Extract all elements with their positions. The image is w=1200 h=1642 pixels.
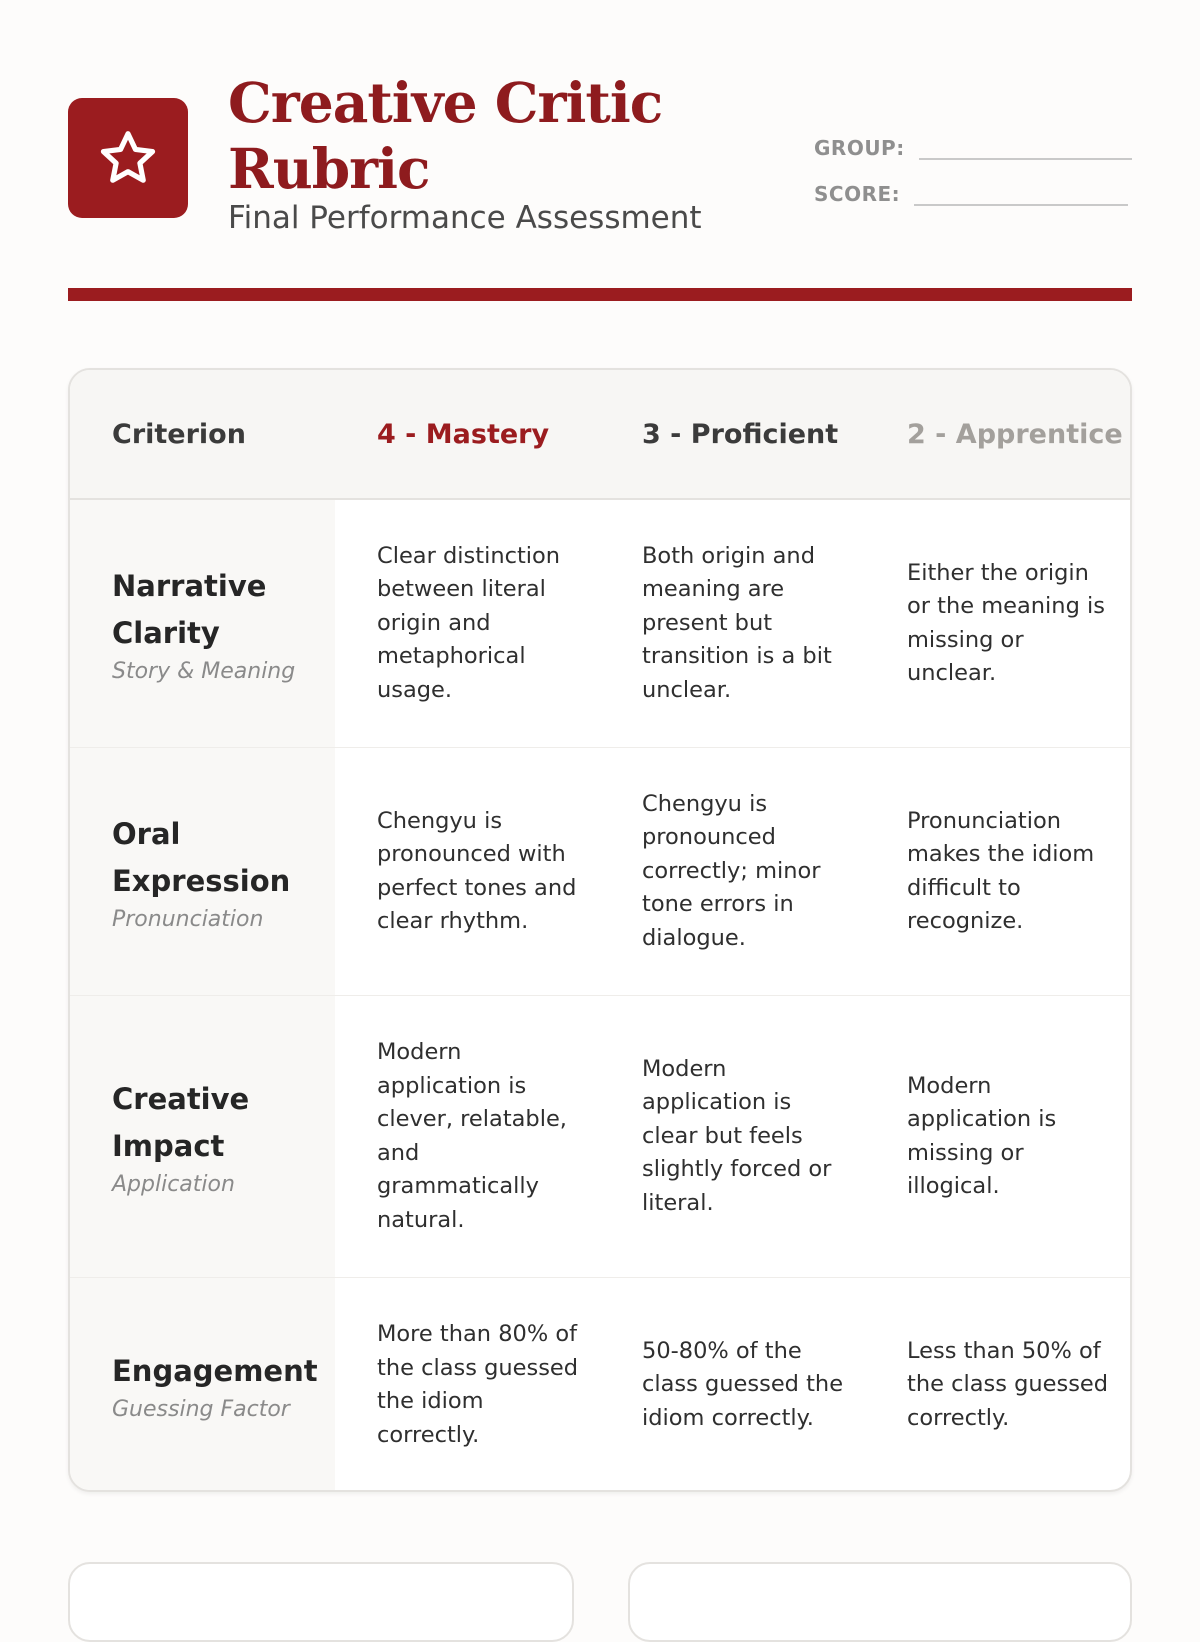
criterion-subtitle: Story & Meaning xyxy=(112,659,296,684)
criterion-cell xyxy=(70,996,335,1277)
mastery-cell: Clear distinction between literal origin and metaphorical usage. xyxy=(377,542,561,703)
logo xyxy=(68,98,188,218)
criterion-name xyxy=(112,1348,318,1395)
header-proficient: 3 - Proficient xyxy=(642,418,839,450)
mastery-cell: More than 80% of the class guessed the idiom correctly. xyxy=(377,1321,579,1448)
criterion-name-line: Narrative xyxy=(112,569,267,603)
table-row xyxy=(70,996,1130,1278)
criterion-subtitle: Pronunciation xyxy=(112,907,264,932)
criterion-name-line: Expression xyxy=(112,864,291,898)
title-line-2: Rubric xyxy=(228,136,430,201)
group-label: GROUP: xyxy=(814,136,905,160)
apprentice-cell: Either the origin or the meaning is missing or unclear. xyxy=(907,559,1105,686)
page-subtitle: Final Performance Assessment xyxy=(228,200,702,236)
star-icon xyxy=(97,127,159,189)
proficient-cell: Chengyu is pronounced correctly; minor tone errors in dialogue. xyxy=(642,790,821,951)
title-line-1: Creative Critic xyxy=(228,70,663,135)
criterion-name xyxy=(112,811,315,905)
header-mastery: 4 - Mastery xyxy=(377,418,550,450)
score-input-line[interactable] xyxy=(914,204,1128,206)
score-label: SCORE: xyxy=(814,182,901,206)
proficient-cell: Both origin and meaning are present but transition is a bit unclear. xyxy=(642,542,832,703)
table-row xyxy=(70,748,1130,996)
apprentice-cell: Less than 50% of the class guessed correctly. xyxy=(907,1337,1109,1431)
table-header xyxy=(70,370,1130,500)
page-title xyxy=(228,70,702,202)
criterion-name-line: Engagement xyxy=(112,1354,318,1388)
proficient-cell: 50-80% of the class guessed the idiom correctly. xyxy=(642,1337,844,1431)
header-divider xyxy=(68,288,1132,301)
criterion-name-line: Creative xyxy=(112,1082,250,1116)
criterion-name-line: Clarity xyxy=(112,616,220,650)
criterion-cell xyxy=(70,1278,335,1492)
header xyxy=(68,0,1132,260)
proficient-cell: Modern application is clear but feels slightly forced or literal. xyxy=(642,1055,832,1216)
criterion-cell xyxy=(70,500,335,747)
header-apprentice: 2 - Apprentice xyxy=(907,418,1123,450)
title-block xyxy=(228,70,702,236)
criterion-name xyxy=(112,1076,315,1170)
apprentice-cell: Modern application is missing or illogical. xyxy=(907,1072,1057,1199)
group-field xyxy=(814,118,1132,164)
bottom-card-right xyxy=(628,1562,1132,1642)
score-field xyxy=(814,164,1132,210)
criterion-subtitle: Guessing Factor xyxy=(112,1397,290,1422)
table-row xyxy=(70,500,1130,748)
table-row xyxy=(70,1278,1130,1492)
mastery-cell: Chengyu is pronounced with perfect tones and clear rhythm. xyxy=(377,807,577,934)
header-criterion: Criterion xyxy=(112,418,246,450)
criterion-cell xyxy=(70,748,335,995)
criterion-subtitle: Application xyxy=(112,1172,235,1197)
apprentice-cell: Pronunciation makes the idiom difficult to recognize. xyxy=(907,807,1095,934)
criterion-name-line: Impact xyxy=(112,1129,225,1163)
score-fields xyxy=(814,118,1132,210)
group-input-line[interactable] xyxy=(919,158,1132,160)
rubric-table xyxy=(68,368,1132,1492)
mastery-cell: Modern application is clever, relatable, and grammatically natural. xyxy=(377,1039,567,1233)
criterion-name-line: Oral xyxy=(112,817,181,851)
criterion-name xyxy=(112,563,315,657)
bottom-card-left xyxy=(68,1562,574,1642)
